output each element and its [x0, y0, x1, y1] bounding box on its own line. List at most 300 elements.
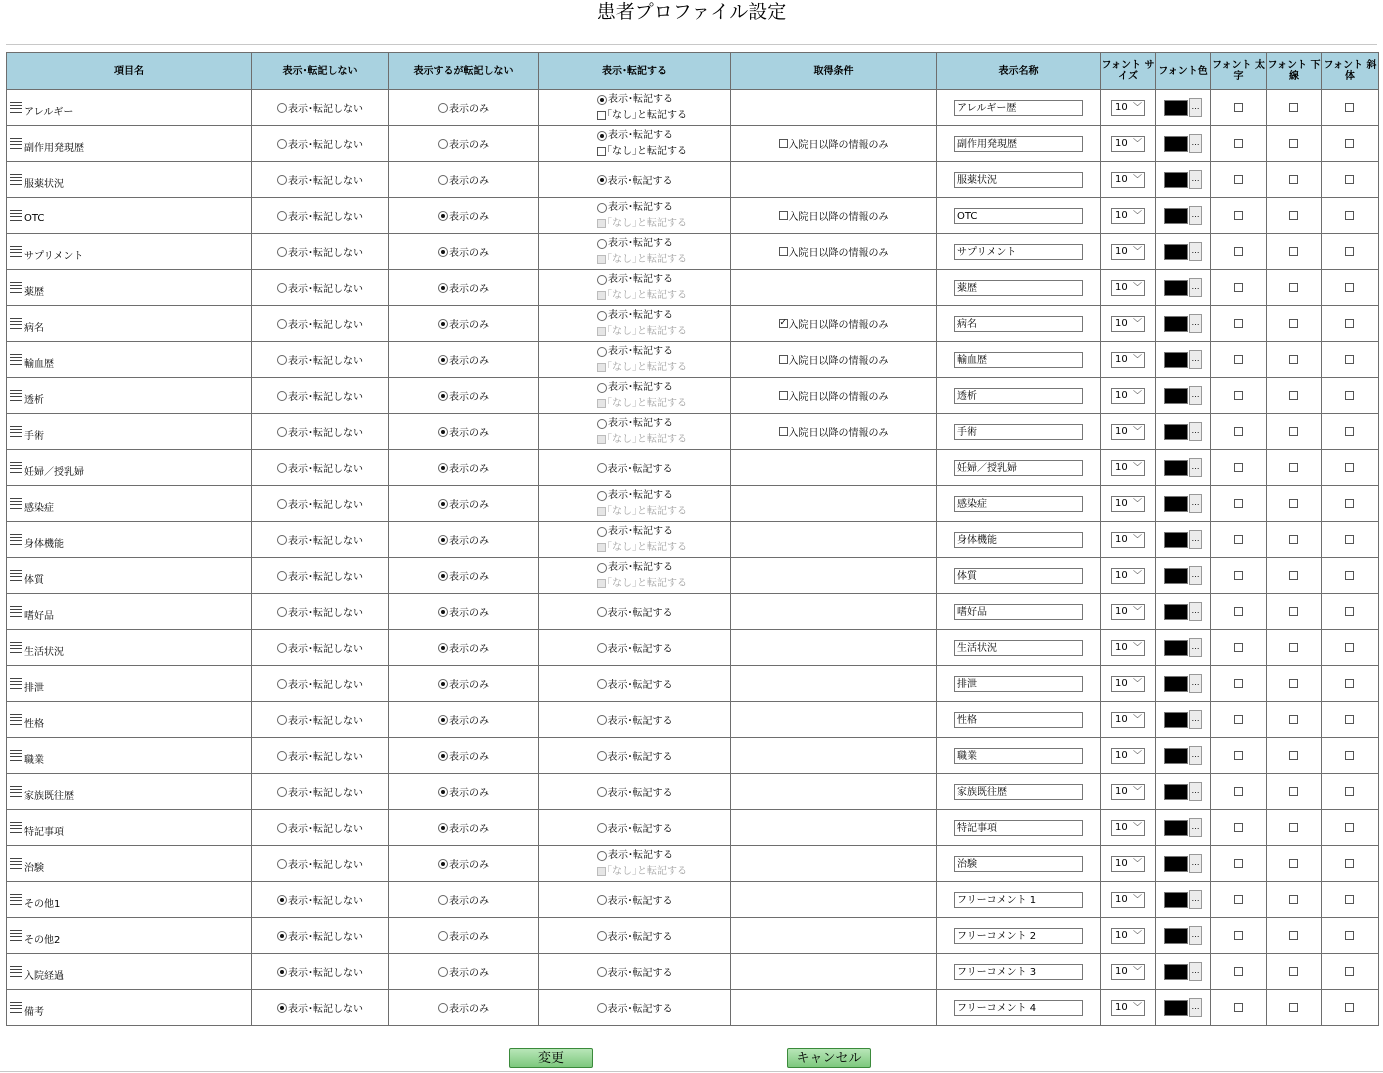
font-italic-checkbox[interactable]	[1345, 499, 1354, 508]
color-picker-button[interactable]: …	[1189, 98, 1202, 117]
font-underline-checkbox[interactable]	[1289, 175, 1298, 184]
font-italic-checkbox[interactable]	[1345, 463, 1354, 472]
display-name-input[interactable]: 透析	[954, 388, 1083, 404]
radio-no-display[interactable]	[277, 679, 287, 689]
radio-display-only[interactable]	[438, 967, 448, 977]
admission-only-checkbox[interactable]	[779, 391, 788, 400]
radio-display-transfer[interactable]	[597, 1003, 607, 1013]
radio-no-display[interactable]	[277, 427, 287, 437]
font-color-swatch[interactable]	[1164, 388, 1188, 404]
font-underline-checkbox[interactable]	[1289, 571, 1298, 580]
font-color-swatch[interactable]	[1164, 676, 1188, 692]
drag-handle-icon[interactable]	[10, 246, 22, 257]
radio-display-only[interactable]	[438, 175, 448, 185]
color-picker-button[interactable]: …	[1189, 134, 1202, 153]
color-picker-button[interactable]: …	[1189, 458, 1202, 477]
font-bold-checkbox[interactable]	[1234, 859, 1243, 868]
font-italic-checkbox[interactable]	[1345, 967, 1354, 976]
color-picker-button[interactable]: …	[1189, 638, 1202, 657]
display-name-input[interactable]: 職業	[954, 748, 1083, 764]
font-bold-checkbox[interactable]	[1234, 787, 1243, 796]
drag-handle-icon[interactable]	[10, 318, 22, 329]
radio-display-transfer[interactable]	[597, 787, 607, 797]
radio-display-transfer[interactable]	[597, 607, 607, 617]
radio-display-transfer[interactable]	[597, 643, 607, 653]
font-italic-checkbox[interactable]	[1345, 175, 1354, 184]
font-size-select[interactable]	[1111, 424, 1145, 440]
font-color-swatch[interactable]	[1164, 892, 1188, 908]
color-picker-button[interactable]: …	[1189, 962, 1202, 981]
font-color-swatch[interactable]	[1164, 424, 1188, 440]
font-bold-checkbox[interactable]	[1234, 931, 1243, 940]
font-size-select[interactable]	[1111, 892, 1145, 908]
drag-handle-icon[interactable]	[10, 822, 22, 833]
font-color-swatch[interactable]	[1164, 784, 1188, 800]
font-italic-checkbox[interactable]	[1345, 931, 1354, 940]
font-italic-checkbox[interactable]	[1345, 427, 1354, 436]
drag-handle-icon[interactable]	[10, 174, 22, 185]
color-picker-button[interactable]: …	[1189, 818, 1202, 837]
drag-handle-icon[interactable]	[10, 678, 22, 689]
font-size-select[interactable]	[1111, 496, 1145, 512]
drag-handle-icon[interactable]	[10, 858, 22, 869]
change-button[interactable]: 変更	[509, 1048, 593, 1068]
radio-display-transfer[interactable]	[597, 239, 607, 249]
drag-handle-icon[interactable]	[10, 1002, 22, 1013]
font-underline-checkbox[interactable]	[1289, 499, 1298, 508]
font-bold-checkbox[interactable]	[1234, 211, 1243, 220]
font-underline-checkbox[interactable]	[1289, 823, 1298, 832]
font-underline-checkbox[interactable]	[1289, 391, 1298, 400]
font-color-swatch[interactable]	[1164, 100, 1188, 116]
font-color-swatch[interactable]	[1164, 352, 1188, 368]
font-size-select[interactable]	[1111, 964, 1145, 980]
radio-no-display[interactable]	[277, 607, 287, 617]
font-italic-checkbox[interactable]	[1345, 283, 1354, 292]
font-color-swatch[interactable]	[1164, 532, 1188, 548]
color-picker-button[interactable]: …	[1189, 494, 1202, 513]
drag-handle-icon[interactable]	[10, 462, 22, 473]
radio-display-only[interactable]	[438, 319, 448, 329]
font-underline-checkbox[interactable]	[1289, 967, 1298, 976]
font-underline-checkbox[interactable]	[1289, 535, 1298, 544]
font-size-select[interactable]	[1111, 208, 1145, 224]
font-underline-checkbox[interactable]	[1289, 1003, 1298, 1012]
radio-no-display[interactable]	[277, 499, 287, 509]
radio-display-only[interactable]	[438, 283, 448, 293]
font-size-value: 10	[1115, 245, 1128, 257]
font-color-swatch[interactable]	[1164, 712, 1188, 728]
radio-display-only[interactable]	[438, 463, 448, 473]
font-bold-checkbox[interactable]	[1234, 103, 1243, 112]
color-picker-button[interactable]: …	[1189, 710, 1202, 729]
radio-display-transfer[interactable]	[597, 95, 607, 105]
drag-handle-icon[interactable]	[10, 966, 22, 977]
color-picker-button[interactable]: …	[1189, 890, 1202, 909]
font-italic-checkbox[interactable]	[1345, 103, 1354, 112]
radio-label: 表示･転記する	[608, 130, 673, 141]
font-underline-checkbox[interactable]	[1289, 319, 1298, 328]
radio-display-only[interactable]	[438, 751, 448, 761]
font-size-select[interactable]	[1111, 784, 1145, 800]
display-name-input[interactable]: アレルギー歴	[954, 100, 1083, 116]
font-italic-checkbox[interactable]	[1345, 1003, 1354, 1012]
radio-display-transfer[interactable]	[597, 203, 607, 213]
radio-no-display[interactable]	[277, 643, 287, 653]
font-size-select[interactable]	[1111, 820, 1145, 836]
display-name-input[interactable]: 家族既往歴	[954, 784, 1083, 800]
radio-display-transfer[interactable]	[597, 931, 607, 941]
radio-display-only[interactable]	[438, 499, 448, 509]
admission-only-checkbox[interactable]	[779, 427, 788, 436]
display-name-input[interactable]: フリーコメント 4	[954, 1000, 1083, 1016]
drag-handle-icon[interactable]	[10, 390, 22, 401]
display-name-input[interactable]: 副作用発現歴	[954, 136, 1083, 152]
font-size-select[interactable]	[1111, 136, 1145, 152]
drag-handle-icon[interactable]	[10, 930, 22, 941]
radio-no-display[interactable]	[277, 571, 287, 581]
font-bold-checkbox[interactable]	[1234, 607, 1243, 616]
radio-label: 表示のみ	[449, 608, 489, 619]
drag-handle-icon[interactable]	[10, 102, 22, 113]
font-color-swatch[interactable]	[1164, 208, 1188, 224]
drag-handle-icon[interactable]	[10, 282, 22, 293]
display-name-input[interactable]: 輸血歴	[954, 352, 1083, 368]
font-italic-checkbox[interactable]	[1345, 391, 1354, 400]
font-italic-checkbox[interactable]	[1345, 895, 1354, 904]
drag-handle-icon[interactable]	[10, 498, 22, 509]
radio-no-display[interactable]	[277, 859, 287, 869]
radio-display-only[interactable]	[438, 787, 448, 797]
radio-display-only[interactable]	[438, 715, 448, 725]
display-name-input[interactable]: 体質	[954, 568, 1083, 584]
drag-handle-icon[interactable]	[10, 426, 22, 437]
radio-display-transfer[interactable]	[597, 419, 607, 429]
admission-only-checkbox[interactable]	[779, 139, 788, 148]
font-color-swatch[interactable]	[1164, 820, 1188, 836]
color-picker-button[interactable]: …	[1189, 782, 1202, 801]
font-bold-checkbox[interactable]	[1234, 823, 1243, 832]
radio-display-only[interactable]	[438, 607, 448, 617]
radio-display-transfer[interactable]	[597, 851, 607, 861]
font-size-select[interactable]	[1111, 748, 1145, 764]
radio-no-display[interactable]	[277, 319, 287, 329]
font-underline-checkbox[interactable]	[1289, 247, 1298, 256]
radio-no-display[interactable]	[277, 211, 287, 221]
font-italic-checkbox[interactable]	[1345, 787, 1354, 796]
font-size-select[interactable]	[1111, 640, 1145, 656]
color-picker-button[interactable]: …	[1189, 242, 1202, 261]
font-italic-checkbox[interactable]	[1345, 535, 1354, 544]
color-picker-button[interactable]: …	[1189, 206, 1202, 225]
font-bold-checkbox[interactable]	[1234, 535, 1243, 544]
font-size-select[interactable]	[1111, 856, 1145, 872]
font-size-select[interactable]	[1111, 460, 1145, 476]
display-name-input[interactable]: 性格	[954, 712, 1083, 728]
font-underline-checkbox[interactable]	[1289, 139, 1298, 148]
display-name-input[interactable]: 生活状況	[954, 640, 1083, 656]
font-bold-checkbox[interactable]	[1234, 715, 1243, 724]
font-color-swatch[interactable]	[1164, 856, 1188, 872]
font-underline-checkbox[interactable]	[1289, 751, 1298, 760]
radio-display-transfer[interactable]	[597, 275, 607, 285]
radio-no-display[interactable]	[277, 247, 287, 257]
font-color-swatch[interactable]	[1164, 280, 1188, 296]
display-name-input[interactable]: OTC	[954, 208, 1083, 224]
display-name-input[interactable]: 感染症	[954, 496, 1083, 512]
display-name-input[interactable]: フリーコメント 1	[954, 892, 1083, 908]
font-color-swatch[interactable]	[1164, 136, 1188, 152]
radio-no-display[interactable]	[277, 931, 287, 941]
color-picker-button[interactable]: …	[1189, 602, 1202, 621]
font-underline-checkbox[interactable]	[1289, 931, 1298, 940]
radio-display-only[interactable]	[438, 859, 448, 869]
radio-display-transfer[interactable]	[597, 347, 607, 357]
font-bold-checkbox[interactable]	[1234, 679, 1243, 688]
font-underline-checkbox[interactable]	[1289, 679, 1298, 688]
display-name-input[interactable]: 服薬状況	[954, 172, 1083, 188]
color-picker-button[interactable]: …	[1189, 170, 1202, 189]
color-picker-button[interactable]: …	[1189, 926, 1202, 945]
font-size-select[interactable]	[1111, 100, 1145, 116]
radio-display-only[interactable]	[438, 211, 448, 221]
font-color-swatch[interactable]	[1164, 496, 1188, 512]
font-color-swatch[interactable]	[1164, 928, 1188, 944]
font-italic-checkbox[interactable]	[1345, 823, 1354, 832]
font-size-select[interactable]	[1111, 532, 1145, 548]
font-italic-checkbox[interactable]	[1345, 211, 1354, 220]
font-underline-checkbox[interactable]	[1289, 427, 1298, 436]
color-picker-button[interactable]: …	[1189, 746, 1202, 765]
font-italic-checkbox[interactable]	[1345, 679, 1354, 688]
font-italic-checkbox[interactable]	[1345, 319, 1354, 328]
font-underline-checkbox[interactable]	[1289, 355, 1298, 364]
display-name-input[interactable]: 排泄	[954, 676, 1083, 692]
font-color-swatch[interactable]	[1164, 172, 1188, 188]
font-bold-checkbox[interactable]	[1234, 175, 1243, 184]
font-italic-checkbox[interactable]	[1345, 355, 1354, 364]
radio-no-display[interactable]	[277, 967, 287, 977]
radio-display-only[interactable]	[438, 427, 448, 437]
font-size-select[interactable]	[1111, 388, 1145, 404]
font-bold-checkbox[interactable]	[1234, 139, 1243, 148]
radio-display-transfer[interactable]	[597, 527, 607, 537]
font-underline-checkbox[interactable]	[1289, 643, 1298, 652]
display-name-input[interactable]: 病名	[954, 316, 1083, 332]
drag-handle-icon[interactable]	[10, 570, 22, 581]
font-bold-checkbox[interactable]	[1234, 751, 1243, 760]
radio-no-display[interactable]	[277, 895, 287, 905]
font-color-swatch[interactable]	[1164, 568, 1188, 584]
color-picker-button[interactable]: …	[1189, 530, 1202, 549]
font-bold-checkbox[interactable]	[1234, 895, 1243, 904]
radio-no-display[interactable]	[277, 463, 287, 473]
font-color-swatch[interactable]	[1164, 604, 1188, 620]
drag-handle-icon[interactable]	[10, 642, 22, 653]
color-picker-button[interactable]: …	[1189, 566, 1202, 585]
color-picker-button[interactable]: …	[1189, 278, 1202, 297]
radio-no-display[interactable]	[277, 355, 287, 365]
font-size-select[interactable]	[1111, 172, 1145, 188]
admission-only-checkbox[interactable]	[779, 319, 788, 328]
drag-handle-icon[interactable]	[10, 354, 22, 365]
radio-no-display[interactable]	[277, 715, 287, 725]
font-size-select[interactable]	[1111, 568, 1145, 584]
display-name-input[interactable]: 特記事項	[954, 820, 1083, 836]
font-italic-checkbox[interactable]	[1345, 751, 1354, 760]
font-color-swatch[interactable]	[1164, 640, 1188, 656]
radio-no-display[interactable]	[277, 283, 287, 293]
font-italic-checkbox[interactable]	[1345, 139, 1354, 148]
radio-no-display[interactable]	[277, 823, 287, 833]
radio-display-only[interactable]	[438, 679, 448, 689]
radio-display-only[interactable]	[438, 1003, 448, 1013]
font-bold-checkbox[interactable]	[1234, 247, 1243, 256]
font-color-swatch[interactable]	[1164, 460, 1188, 476]
font-bold-checkbox[interactable]	[1234, 571, 1243, 580]
cancel-button[interactable]: キャンセル	[787, 1048, 871, 1068]
font-size-select[interactable]	[1111, 928, 1145, 944]
display-name-input[interactable]: 治験	[954, 856, 1083, 872]
radio-display-transfer[interactable]	[597, 311, 607, 321]
radio-no-display[interactable]	[277, 103, 287, 113]
font-underline-checkbox[interactable]	[1289, 211, 1298, 220]
radio-display-transfer[interactable]	[597, 175, 607, 185]
font-underline-checkbox[interactable]	[1289, 103, 1298, 112]
admission-only-checkbox[interactable]	[779, 211, 788, 220]
radio-no-display[interactable]	[277, 391, 287, 401]
display-name-input[interactable]: 身体機能	[954, 532, 1083, 548]
radio-display-transfer[interactable]	[597, 383, 607, 393]
display-name-input[interactable]: サプリメント	[954, 244, 1083, 260]
radio-no-display[interactable]	[277, 139, 287, 149]
radio-display-transfer[interactable]	[597, 715, 607, 725]
font-underline-checkbox[interactable]	[1289, 895, 1298, 904]
color-picker-button[interactable]: …	[1189, 854, 1202, 873]
drag-handle-icon[interactable]	[10, 714, 22, 725]
font-bold-checkbox[interactable]	[1234, 283, 1243, 292]
radio-display-transfer[interactable]	[597, 679, 607, 689]
font-underline-checkbox[interactable]	[1289, 607, 1298, 616]
font-italic-checkbox[interactable]	[1345, 247, 1354, 256]
font-italic-checkbox[interactable]	[1345, 571, 1354, 580]
font-underline-checkbox[interactable]	[1289, 787, 1298, 796]
font-color-swatch[interactable]	[1164, 748, 1188, 764]
font-italic-checkbox[interactable]	[1345, 859, 1354, 868]
font-color-swatch[interactable]	[1164, 316, 1188, 332]
font-bold-checkbox[interactable]	[1234, 463, 1243, 472]
color-picker-button[interactable]: …	[1189, 674, 1202, 693]
drag-handle-icon[interactable]	[10, 534, 22, 545]
font-color-swatch[interactable]	[1164, 244, 1188, 260]
font-underline-checkbox[interactable]	[1289, 715, 1298, 724]
radio-no-display[interactable]	[277, 175, 287, 185]
drag-handle-icon[interactable]	[10, 210, 22, 221]
radio-display-transfer[interactable]	[597, 563, 607, 573]
font-underline-checkbox[interactable]	[1289, 283, 1298, 292]
color-picker-button[interactable]: …	[1189, 314, 1202, 333]
radio-display-transfer[interactable]	[597, 895, 607, 905]
admission-only-checkbox[interactable]	[779, 247, 788, 256]
admission-only-checkbox[interactable]	[779, 355, 788, 364]
font-bold-checkbox[interactable]	[1234, 355, 1243, 364]
radio-display-only[interactable]	[438, 931, 448, 941]
color-picker-button[interactable]: …	[1189, 422, 1202, 441]
radio-display-only[interactable]	[438, 643, 448, 653]
font-bold-checkbox[interactable]	[1234, 1003, 1243, 1012]
radio-display-only[interactable]	[438, 103, 448, 113]
font-size-select[interactable]	[1111, 316, 1145, 332]
color-picker-button[interactable]: …	[1189, 386, 1202, 405]
radio-display-transfer[interactable]	[597, 491, 607, 501]
font-size-select[interactable]	[1111, 712, 1145, 728]
font-color-swatch[interactable]	[1164, 1000, 1188, 1016]
radio-display-transfer[interactable]	[597, 967, 607, 977]
radio-no-display[interactable]	[277, 751, 287, 761]
font-italic-checkbox[interactable]	[1345, 643, 1354, 652]
drag-handle-icon[interactable]	[10, 606, 22, 617]
display-name-input[interactable]: フリーコメント 2	[954, 928, 1083, 944]
font-underline-checkbox[interactable]	[1289, 463, 1298, 472]
drag-handle-icon[interactable]	[10, 138, 22, 149]
radio-display-only[interactable]	[438, 391, 448, 401]
display-name-input[interactable]: フリーコメント 3	[954, 964, 1083, 980]
font-underline-checkbox[interactable]	[1289, 859, 1298, 868]
font-size-select[interactable]	[1111, 352, 1145, 368]
drag-handle-icon[interactable]	[10, 750, 22, 761]
font-size-select[interactable]	[1111, 280, 1145, 296]
transfer-none-checkbox[interactable]	[597, 111, 606, 120]
font-bold-checkbox[interactable]	[1234, 643, 1243, 652]
radio-display-only[interactable]	[438, 355, 448, 365]
radio-display-only[interactable]	[438, 823, 448, 833]
font-size-select[interactable]	[1111, 1000, 1145, 1016]
font-size-select[interactable]	[1111, 604, 1145, 620]
font-italic-checkbox[interactable]	[1345, 607, 1354, 616]
radio-display-transfer[interactable]	[597, 751, 607, 761]
display-name-input[interactable]: 嗜好品	[954, 604, 1083, 620]
radio-no-display[interactable]	[277, 1003, 287, 1013]
radio-no-display[interactable]	[277, 787, 287, 797]
color-picker-button[interactable]: …	[1189, 350, 1202, 369]
font-size-select[interactable]	[1111, 676, 1145, 692]
display-name-input[interactable]: 妊婦／授乳婦	[954, 460, 1083, 476]
display-name-input[interactable]: 手術	[954, 424, 1083, 440]
radio-display-transfer[interactable]	[597, 823, 607, 833]
font-bold-checkbox[interactable]	[1234, 427, 1243, 436]
display-name-input[interactable]: 薬歴	[954, 280, 1083, 296]
radio-display-only[interactable]	[438, 247, 448, 257]
radio-display-only[interactable]	[438, 139, 448, 149]
radio-display-transfer[interactable]	[597, 463, 607, 473]
font-size-select[interactable]	[1111, 244, 1145, 260]
drag-handle-icon[interactable]	[10, 894, 22, 905]
font-italic-checkbox[interactable]	[1345, 715, 1354, 724]
radio-display-only[interactable]	[438, 895, 448, 905]
font-bold-checkbox[interactable]	[1234, 391, 1243, 400]
font-bold-checkbox[interactable]	[1234, 499, 1243, 508]
radio-display-only[interactable]	[438, 571, 448, 581]
radio-display-transfer[interactable]	[597, 131, 607, 141]
color-picker-button[interactable]: …	[1189, 998, 1202, 1017]
drag-handle-icon[interactable]	[10, 786, 22, 797]
transfer-none-checkbox[interactable]	[597, 147, 606, 156]
radio-no-display[interactable]	[277, 535, 287, 545]
font-color-swatch[interactable]	[1164, 964, 1188, 980]
radio-display-only[interactable]	[438, 535, 448, 545]
font-bold-checkbox[interactable]	[1234, 319, 1243, 328]
font-bold-checkbox[interactable]	[1234, 967, 1243, 976]
